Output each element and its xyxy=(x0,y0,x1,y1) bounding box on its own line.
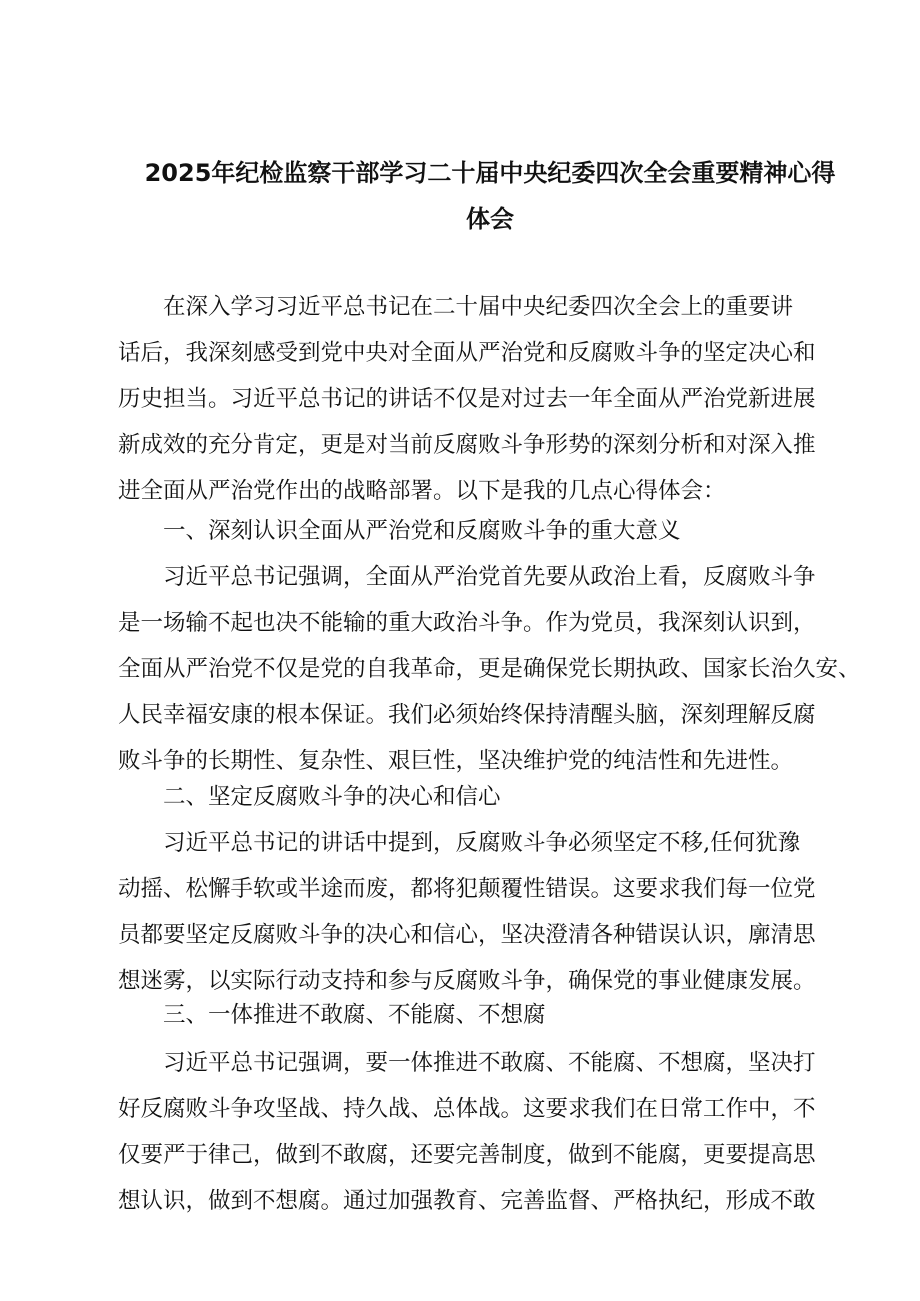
text-line: 习近平总书记强调，全面从严治党首先要从政治上看，反腐败斗争 xyxy=(163,564,816,590)
text-line: 动摇、松懈手软或半途而废，都将犯颠覆性错误。这要求我们每一位党 xyxy=(118,876,816,902)
text-line: 好反腐败斗争攻坚战、持久战、总体战。这要求我们在日常工作中，不 xyxy=(118,1096,816,1122)
text-line: 习近平总书记强调，要一体推进不敢腐、不能腐、不想腐，坚决打 xyxy=(163,1050,816,1076)
section-3-paragraph xyxy=(118,1040,852,1224)
text-line: 全面从严治党不仅是党的自我革命，更是确保党长期执政、国家长治久安、 xyxy=(118,656,861,682)
text-line: 员都要坚定反腐败斗争的决心和信心，坚决澄清各种错误认识，廓清思 xyxy=(118,922,816,948)
text-line: 败斗争的长期性、复杂性、艰巨性，坚决维护党的纯洁性和先进性。 xyxy=(118,748,794,774)
text-line: 想认识，做到不想腐。通过加强教育、完善监督、严格执纪，形成不敢 xyxy=(118,1188,816,1214)
text-line: 想迷雾，以实际行动支持和参与反腐败斗争，确保党的事业健康发展。 xyxy=(118,968,816,994)
text-line: 话后，我深刻感受到党中央对全面从严治党和反腐败斗争的坚定决心和 xyxy=(118,340,816,366)
text-line: 人民幸福安康的根本保证。我们必须始终保持清醒头脑，深刻理解反腐 xyxy=(118,702,816,728)
title-line-1: 2025年纪检监察干部学习二十届中央纪委四次全会重要精神心得 xyxy=(144,159,836,187)
text-line: 仅要严于律己，做到不敢腐，还要完善制度，做到不能腐，更要提高思 xyxy=(118,1142,816,1168)
section-2-paragraph xyxy=(118,820,852,1004)
section-heading-2: 二、坚定反腐败斗争的决心和信心 xyxy=(163,784,501,810)
document-title xyxy=(120,150,860,242)
section-heading-1: 一、深刻认识全面从严治党和反腐败斗争的重大意义 xyxy=(163,518,681,544)
text-line: 进全面从严治党作出的战略部署。以下是我的几点心得体会： xyxy=(118,478,726,504)
section-heading-3: 三、一体推进不敢腐、不能腐、不想腐 xyxy=(163,1002,546,1028)
intro-paragraph xyxy=(118,284,852,514)
text-line: 新成效的充分肯定，更是对当前反腐败斗争形势的深刻分析和对深入推 xyxy=(118,432,816,458)
text-line: 历史担当。习近平总书记的讲话不仅是对过去一年全面从严治党新进展 xyxy=(118,386,816,412)
text-line: 是一场输不起也决不能输的重大政治斗争。作为党员，我深刻认识到， xyxy=(118,610,816,636)
title-line-2: 体会 xyxy=(466,205,514,233)
text-line: 习近平总书记的讲话中提到，反腐败斗争必须坚定不移,任何犹豫 xyxy=(163,830,801,856)
text-line: 在深入学习习近平总书记在二十届中央纪委四次全会上的重要讲 xyxy=(163,294,794,320)
section-1-paragraph xyxy=(118,554,861,784)
